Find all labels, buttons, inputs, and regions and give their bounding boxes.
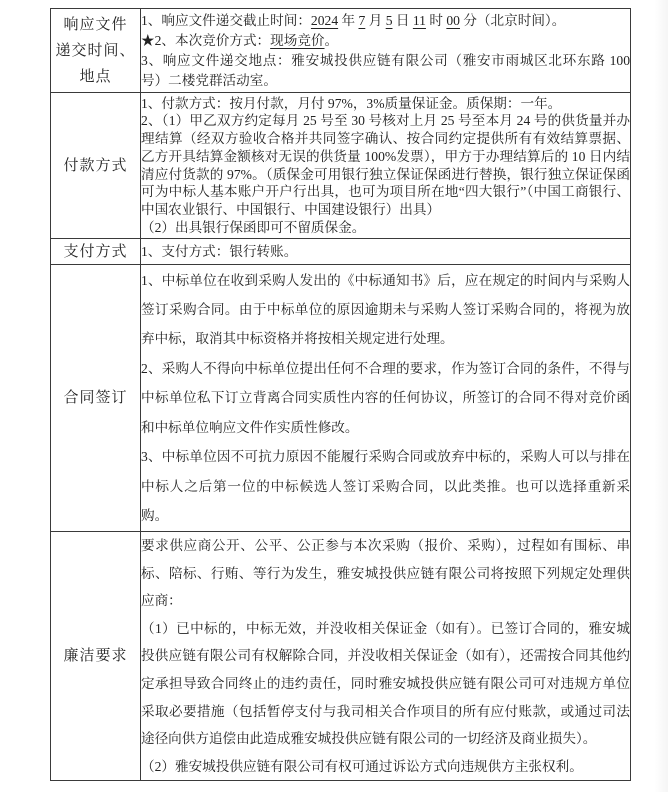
text-segment: 2、采购人不得向中标单位提出任何不合理的要求，作为签订合同的条件，不得与中标单位私下订立背离合同实质性内容的任何协议，所签订的合同不得对竞价函和中标单位响应文件作实质性修改。 [141,360,630,435]
underlined-value: 现场竞价 [270,32,325,48]
underlined-value: 2024 [310,12,339,28]
row-content [141,239,631,265]
paragraph [141,242,630,262]
text-segment: 月 [365,12,386,28]
row-label-line: 廉洁要求 [63,648,128,665]
text-segment: 日 [392,12,413,28]
row-label-line: 递交时间、 [55,42,136,59]
underlined-value: 5 [385,12,393,28]
paragraph [141,266,630,354]
text-segment: 1、中标单位在收到采购人发出的《中标通知书》后，应在规定的时间内与采购人签订采购合同。由于中标单位的原因逾期未与采购人签订采购合同的，将视为放弃中标，取消其中标资格并将按相关规定进行处理。 [141,272,630,347]
row-label [51,265,141,532]
row-label-line: 地点 [79,68,112,85]
row-label-lines [51,387,140,409]
table-row [51,9,631,93]
paragraph [141,615,630,753]
scan-page-edge-shadow [654,0,668,792]
row-label-line: 支付方式 [63,243,128,260]
text-segment: 1、响应文件递交截止时间： [141,12,311,28]
paragraph [141,112,630,218]
table-row [51,265,631,532]
text-segment: 1、支付方式：银行转账。 [141,243,298,259]
requirements-table [50,8,631,781]
requirements-table-body [51,9,631,781]
paragraph [141,532,630,615]
underlined-value: 7 [358,12,366,28]
row-content [141,93,631,239]
paragraph [141,219,630,237]
table-row [51,532,631,781]
text-segment: 3、中标单位因不可抗力原因不能履行采购合同或放弃中标的，采购人可以与排在中标人之后第一位的中标候选人签订采购合同，以此类推。也可以选择重新采购。 [141,449,630,523]
paragraph [141,753,630,781]
paragraph [141,442,630,530]
text-segment: ★2、本次竞价方式： [141,32,271,48]
text-segment: 时 [425,12,447,28]
row-label [51,239,141,265]
row-label-lines [51,645,140,667]
table-row [51,239,631,265]
row-content [141,532,631,781]
paragraph [141,51,630,91]
text-segment: （2）出具银行保函即可不留质保金。 [141,219,366,235]
underlined-value: 00 [446,12,460,28]
text-segment: 分（北京时间）。 [459,12,566,28]
text-segment: 3、响应文件递交地点：雅安城投供应链有限公司（雅安市雨城区北环东路 100 号）二楼党群活动室。 [141,52,630,88]
text-segment: （1）已中标的，中标无效，并没收相关保证金（如有）。已签订合同的，雅安城投供应链有限公司有权解除合同，并没收相关保证金（如有），还需按合同其他约定承担导致合同终止的违约责任，同时雅安城投供应链有限公司可对违规方单位采取必要措施（包括暂停支付与我司相关合作项目的所有应付账款，或通过司法途径向供方追偿由此造成雅安城投供应链有限公司的一切经济及商业损失）。 [141,620,630,747]
text-segment: 1、付款方式：按月付款，月付 97%，3%质量保证金。质保期：一年。 [141,95,562,111]
row-content [141,9,631,93]
row-content [141,265,631,532]
underlined-value: 11 [412,12,426,28]
row-label-lines [51,241,140,263]
text-segment: （2）雅安城投供应链有限公司有权可通过诉讼方式向违规供方主张权利。 [141,758,583,774]
paragraph [141,31,630,51]
row-label [51,532,141,781]
text-segment: 。 [324,32,339,48]
text-segment: 要求供应商公开、公平、公正参与本次采购（报价、采购），过程如有围标、串标、陪标、行贿、等行为发生，雅安城投供应链有限公司将按照下列规定处理供应商： [141,538,630,609]
row-label-line: 响应文件 [63,16,128,33]
row-label-lines [51,155,140,177]
paragraph [141,354,630,442]
paragraph [141,95,630,113]
row-label-line: 付款方式 [63,157,128,174]
text-segment: 2、（1）甲乙双方约定每月 25 号至 30 号核对上月 25 号至本月 24 号的供货量并办理结算（经双方验收合格并共同签字确认、按合同约定提供所有有效结算票据、乙方开具结算金额核对无误的供货量 100%发票），甲方于办理结算后的 10 日内结清应付货款的 97%。（质保金可用银行独立保证保函进行替换，银行独立保证保函可为中标人基本账户开户行出具，也可为项目所在地“四大银行”（中国工商银行、中国农业银行、中国银行、中国建设银行）出具） [141,113,630,217]
text-segment: 年 [338,12,359,28]
row-label [51,93,141,239]
row-label [51,9,141,93]
row-label-lines [51,12,140,90]
row-label-line: 合同签订 [63,390,128,406]
paragraph [141,11,630,31]
table-row [51,93,631,239]
